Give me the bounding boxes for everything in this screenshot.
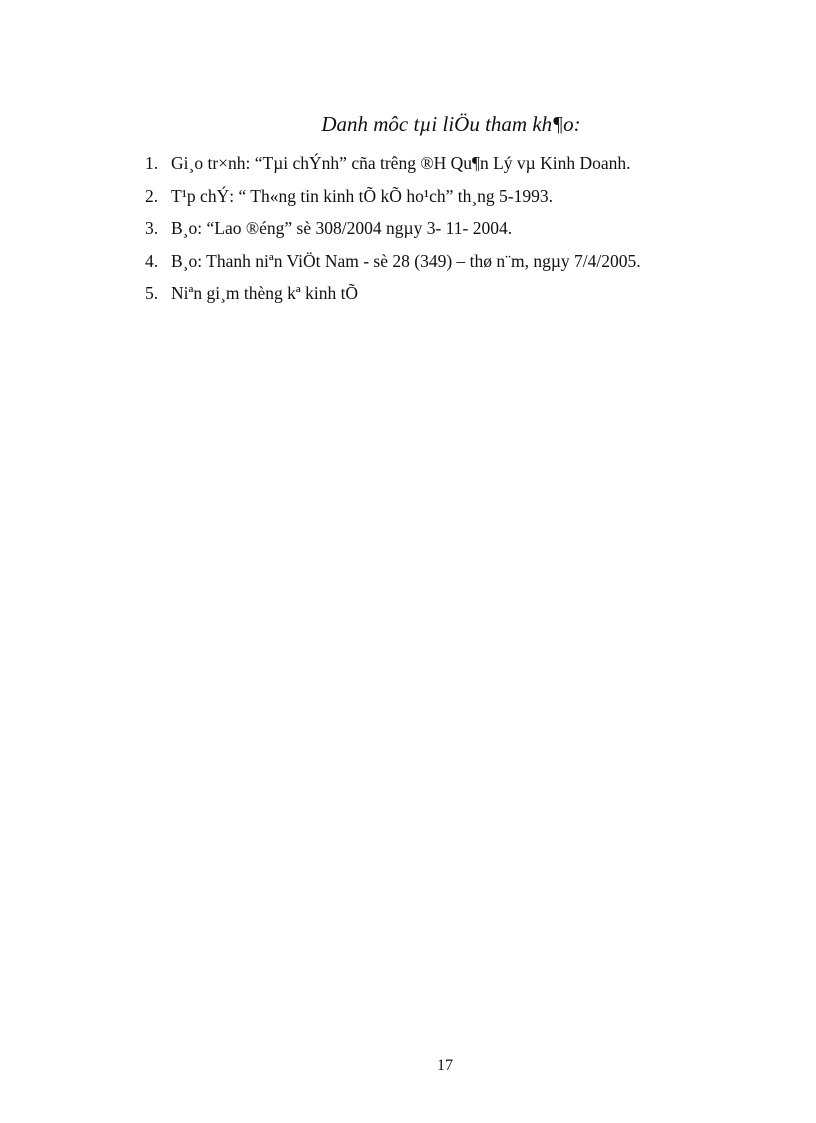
reference-number: 3.	[145, 218, 159, 238]
reference-number: 5.	[145, 283, 159, 303]
reference-text: Gi¸o tr×nh: “Tµi chÝnh” cña trêng ®H Qu¶n Lý vµ Kinh Doanh.	[171, 153, 631, 173]
reference-number: 1.	[145, 153, 159, 173]
reference-text: T¹p chÝ: “ Th«ng tin kinh tÕ kÕ ho¹ch” th¸ng 5-1993.	[171, 185, 553, 206]
reference-number: 2.	[145, 185, 159, 206]
page-number: 17	[437, 1057, 453, 1074]
reference-text: B¸o: “Lao ®éng” sè 308/2004 ngµy 3- 11- 2004.	[171, 218, 513, 238]
reference-list	[145, 150, 785, 313]
reference-item	[145, 248, 785, 281]
reference-number: 4.	[145, 250, 159, 271]
reference-item	[145, 280, 785, 313]
reference-item	[145, 150, 785, 183]
reference-item	[145, 215, 785, 248]
references-title: Danh môc tµi liÖu tham kh¶o:	[321, 112, 581, 136]
reference-item	[145, 183, 785, 216]
reference-text: B¸o: Thanh niªn ViÖt Nam - sè 28 (349) – thø n¨m, ngµy 7/4/2005.	[171, 250, 641, 271]
reference-text: Niªn gi¸m thèng kª kinh tÕ	[171, 283, 359, 303]
